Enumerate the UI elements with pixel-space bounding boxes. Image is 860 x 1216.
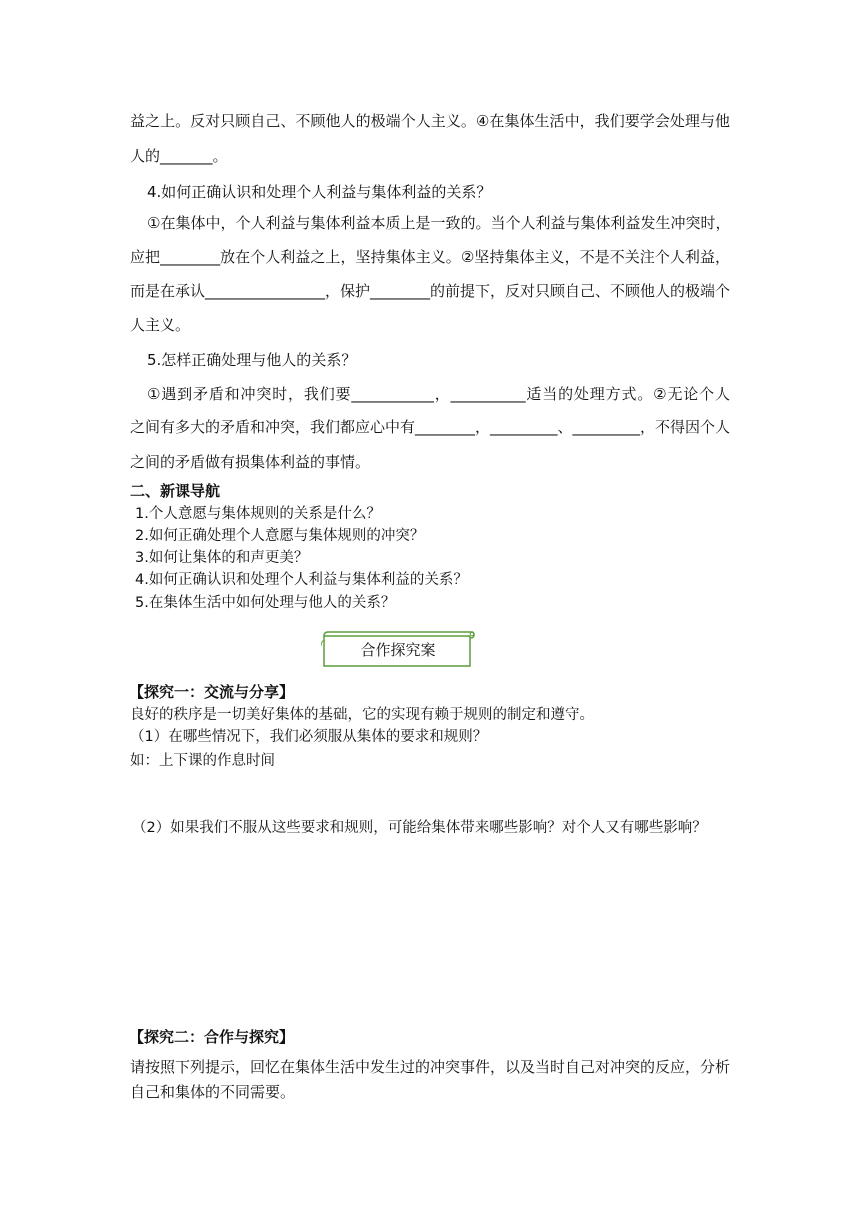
explore-1-heading: 【探究一：交流与分享】 (129, 683, 295, 701)
list-item: 5.在集体生活中如何处理与他人的关系？ (135, 595, 396, 611)
list-item: 4.如何正确认识和处理个人利益与集体利益的关系？ (135, 572, 468, 588)
banner-label: 合作探究案 (360, 640, 436, 659)
paragraph-line: 人的_______。 (130, 147, 228, 165)
paragraph-line: 而是在承认________________，保护________的前提下，反对只顾自己、不顾他人的极端个 (130, 282, 731, 300)
paragraph-line: 人主义。 (130, 316, 191, 334)
scroll-banner (321, 630, 475, 668)
explore-2-heading: 【探究二：合作与探究】 (129, 1028, 295, 1046)
question-5-title: 5.怎样正确处理与他人的关系？ (147, 351, 357, 369)
explore-2-line: 请按照下列提示，回忆在集体生活中发生过的冲突事件，以及当时自己对冲突的反应，分析 (130, 1058, 731, 1076)
list-item: 3.如何让集体的和声更美？ (135, 550, 309, 566)
explore-1-question-1: （1）在哪些情况下，我们必须服从集体的要求和规则？ (130, 729, 488, 745)
explore-1-question-2: （2）如果我们不服从这些要求和规则，可能给集体带来哪些影响？对个人又有哪些影响？ (132, 820, 707, 836)
paragraph-line: 之间有多大的矛盾和冲突，我们都应心中有________，_________、_________，不得因个人 (130, 418, 731, 436)
section-heading: 二、新课导航 (130, 482, 221, 500)
explore-1-example: 如：上下课的作息时间 (130, 753, 275, 769)
paragraph-line: 应把________放在个人利益之上，坚持集体主义。②坚持集体主义，不是不关注个人利益， (130, 248, 730, 266)
paragraph-line: 之间的矛盾做有损集体利益的事情。 (130, 453, 371, 471)
paragraph-line: ①遇到矛盾和冲突时，我们要___________，__________适当的处理方式。②无论个人 (147, 385, 730, 403)
list-item: 1.个人意愿与集体规则的关系是什么？ (135, 506, 381, 522)
explore-2-line: 自己和集体的不同需要。 (130, 1083, 296, 1101)
list-item: 2.如何正确处理个人意愿与集体规则的冲突？ (135, 528, 425, 544)
explore-1-intro: 良好的秩序是一切美好集体的基础，它的实现有赖于规则的制定和遵守。 (130, 707, 594, 723)
paragraph-line: 益之上。反对只顾自己、不顾他人的极端个人主义。④在集体生活中，我们要学会处理与他 (130, 112, 730, 130)
paragraph-line: ①在集体中，个人利益与集体利益本质上是一致的。当个人利益与集体利益发生冲突时， (147, 214, 731, 232)
question-4-title: 4.如何正确认识和处理个人利益与集体利益的关系？ (147, 183, 492, 201)
